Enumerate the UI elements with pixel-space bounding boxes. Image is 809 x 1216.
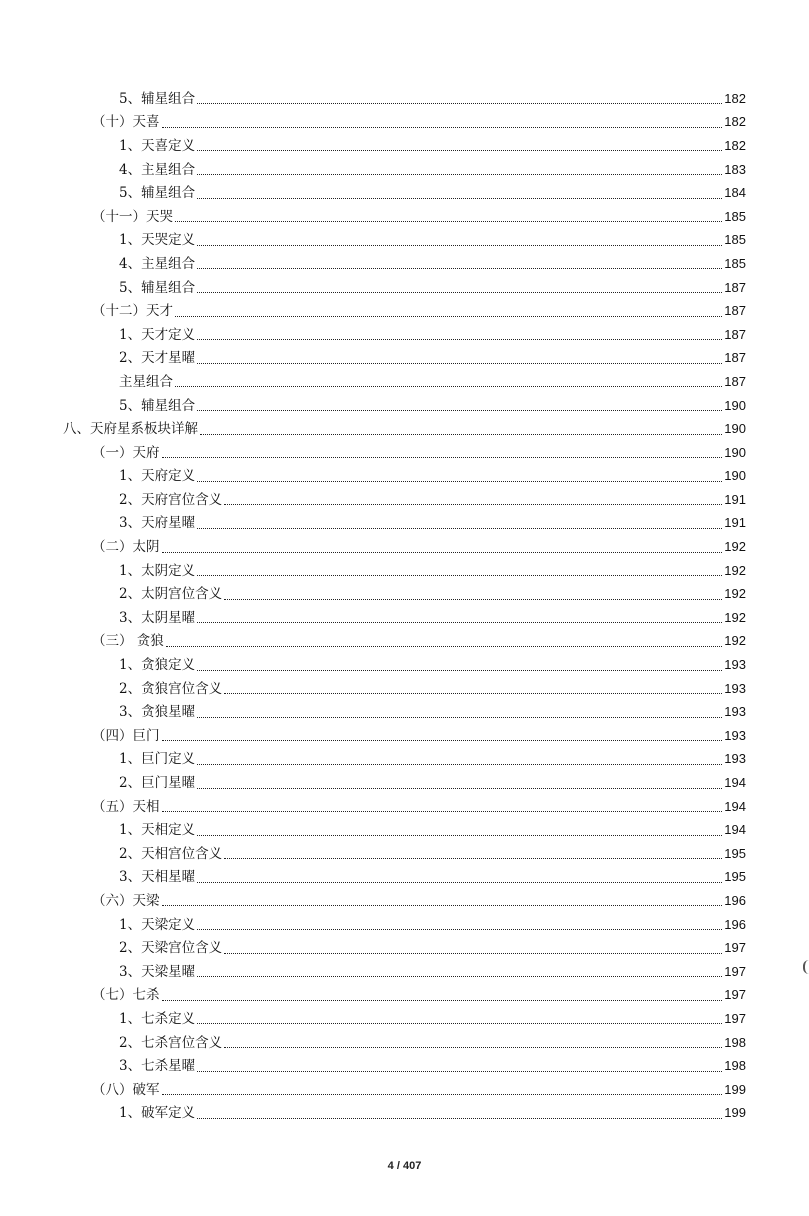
toc-entry-page-number: 194 [724, 798, 746, 814]
toc-entry-title: 1、天府定义 [119, 468, 196, 485]
toc-entry-page-number: 182 [724, 90, 746, 106]
dot-leader [197, 198, 722, 199]
toc-entry-page-number: 199 [724, 1081, 746, 1097]
toc-entry[interactable] [0, 134, 809, 158]
toc-entry-title: 2、天才星曜 [119, 350, 196, 367]
toc-entry-page-number: 192 [724, 562, 746, 578]
dot-leader [197, 410, 722, 411]
toc-entry-title: 3、太阴星曜 [119, 609, 196, 626]
dot-leader [224, 858, 722, 859]
toc-entry-page-number: 191 [724, 491, 746, 507]
dot-leader [224, 693, 722, 694]
dot-leader [162, 1094, 723, 1095]
toc-entry-page-number: 198 [724, 1058, 746, 1074]
dot-leader [162, 1000, 723, 1001]
toc-entry-page-number: 190 [724, 468, 746, 484]
dot-leader [162, 905, 723, 906]
dot-leader [224, 1047, 722, 1048]
toc-entry[interactable] [0, 630, 809, 654]
toc-entry-page-number: 187 [724, 303, 746, 319]
toc-entry[interactable] [0, 771, 809, 795]
toc-entry[interactable] [0, 535, 809, 559]
toc-entry-page-number: 187 [724, 373, 746, 389]
toc-entry-page-number: 187 [724, 279, 746, 295]
toc-entry-title: 5、辅星组合 [119, 90, 196, 107]
toc-entry-page-number: 197 [724, 940, 746, 956]
toc-entry-title: 3、天相星曜 [119, 869, 196, 886]
dot-leader [197, 788, 722, 789]
dot-leader [197, 292, 722, 293]
toc-entry[interactable] [0, 559, 809, 583]
toc-entry[interactable] [0, 323, 809, 347]
dot-leader [224, 599, 722, 600]
toc-entry-page-number: 193 [724, 680, 746, 696]
dot-leader [224, 953, 722, 954]
toc-entry-title: 八、天府星系板块详解 [63, 421, 198, 438]
toc-entry[interactable] [0, 394, 809, 418]
toc-entry[interactable] [0, 441, 809, 465]
toc-entry[interactable] [0, 1007, 809, 1031]
dot-leader [197, 245, 722, 246]
toc-entry[interactable] [0, 1102, 809, 1126]
dot-leader [162, 811, 723, 812]
toc-entry-title: 1、天梁定义 [119, 916, 196, 933]
toc-entry-title: 2、巨门星曜 [119, 775, 196, 792]
toc-entry-title: （五）天相 [92, 798, 160, 815]
toc-entry[interactable] [0, 913, 809, 937]
toc-entry-page-number: 192 [724, 609, 746, 625]
toc-entry[interactable] [0, 1031, 809, 1055]
toc-entry[interactable] [0, 889, 809, 913]
toc-entry-page-number: 184 [724, 185, 746, 201]
toc-entry-page-number: 190 [724, 444, 746, 460]
toc-entry-page-number: 193 [724, 704, 746, 720]
dot-leader [197, 103, 722, 104]
toc-entry-title: （十）天喜 [92, 114, 160, 131]
dot-leader [162, 457, 723, 458]
toc-entry-title: 1、破军定义 [119, 1105, 196, 1122]
toc-entry[interactable] [0, 582, 809, 606]
toc-entry[interactable] [0, 984, 809, 1008]
toc-entry-page-number: 182 [724, 114, 746, 130]
toc-entry[interactable] [0, 417, 809, 441]
toc-entry[interactable] [0, 370, 809, 394]
table-of-contents [0, 87, 809, 1125]
toc-entry[interactable] [0, 700, 809, 724]
toc-entry-page-number: 196 [724, 916, 746, 932]
toc-entry-title: 2、天相宫位含义 [119, 845, 223, 862]
dot-leader [197, 717, 722, 718]
toc-entry-title: （四）巨门 [92, 727, 160, 744]
dot-leader [162, 552, 723, 553]
toc-entry[interactable] [0, 488, 809, 512]
toc-entry-page-number: 192 [724, 539, 746, 555]
dot-leader [197, 268, 722, 269]
toc-entry-title: 3、七杀星曜 [119, 1058, 196, 1075]
toc-entry-title: （六）天梁 [92, 892, 160, 909]
toc-entry[interactable] [0, 818, 809, 842]
toc-entry[interactable] [0, 512, 809, 536]
edge-scan-mark [803, 960, 809, 974]
toc-entry-title: 主星组合 [119, 373, 173, 390]
toc-entry-title: 5、辅星组合 [119, 279, 196, 296]
toc-entry[interactable] [0, 960, 809, 984]
page-indicator: 4 / 407 [387, 1160, 422, 1172]
toc-entry-title: 4、主星组合 [119, 161, 196, 178]
dot-leader [197, 363, 722, 364]
toc-entry-title: 1、巨门定义 [119, 751, 196, 768]
toc-entry-title: 2、贪狼宫位含义 [119, 680, 223, 697]
toc-entry-page-number: 198 [724, 1034, 746, 1050]
toc-entry-page-number: 191 [724, 515, 746, 531]
dot-leader [197, 174, 722, 175]
toc-entry-page-number: 185 [724, 208, 746, 224]
toc-entry-page-number: 194 [724, 822, 746, 838]
toc-entry-page-number: 194 [724, 775, 746, 791]
dot-leader [162, 740, 723, 741]
toc-entry-title: 1、天才定义 [119, 326, 196, 343]
toc-entry[interactable] [0, 87, 809, 111]
toc-entry-page-number: 183 [724, 161, 746, 177]
dot-leader [197, 339, 722, 340]
dot-leader [197, 528, 722, 529]
toc-entry[interactable] [0, 842, 809, 866]
toc-entry-title: 2、太阴宫位含义 [119, 586, 223, 603]
toc-entry[interactable] [0, 1078, 809, 1102]
toc-entry-title: 1、贪狼定义 [119, 657, 196, 674]
dot-leader [175, 316, 722, 317]
toc-entry-title: 2、天梁宫位含义 [119, 940, 223, 957]
toc-entry[interactable] [0, 1054, 809, 1078]
dot-leader [162, 127, 723, 128]
dot-leader [197, 882, 722, 883]
toc-entry-title: 3、天梁星曜 [119, 963, 196, 980]
dot-leader [224, 504, 722, 505]
dot-leader [197, 1118, 722, 1119]
toc-entry-page-number: 185 [724, 232, 746, 248]
dot-leader [175, 221, 722, 222]
toc-entry[interactable] [0, 347, 809, 371]
toc-entry-title: 1、天哭定义 [119, 232, 196, 249]
dot-leader [197, 481, 722, 482]
toc-entry[interactable] [0, 111, 809, 135]
toc-entry-title: （十一）天哭 [92, 208, 173, 225]
dot-leader [197, 150, 722, 151]
toc-entry-page-number: 190 [724, 397, 746, 413]
dot-leader [197, 575, 722, 576]
toc-entry[interactable] [0, 205, 809, 229]
dot-leader [197, 976, 722, 977]
toc-entry-title: 1、太阴定义 [119, 562, 196, 579]
toc-entry[interactable] [0, 158, 809, 182]
page-number-footer [0, 1160, 809, 1172]
toc-entry-title: 1、天相定义 [119, 822, 196, 839]
toc-entry-page-number: 195 [724, 845, 746, 861]
toc-entry[interactable] [0, 653, 809, 677]
toc-entry[interactable] [0, 724, 809, 748]
toc-entry[interactable] [0, 276, 809, 300]
dot-leader [197, 929, 722, 930]
toc-entry-title: 3、贪狼星曜 [119, 704, 196, 721]
dot-leader [197, 835, 722, 836]
toc-entry-page-number: 193 [724, 657, 746, 673]
toc-entry-title: 5、辅星组合 [119, 397, 196, 414]
toc-entry[interactable] [0, 229, 809, 253]
toc-entry-title: 5、辅星组合 [119, 185, 196, 202]
toc-entry-page-number: 193 [724, 727, 746, 743]
toc-entry[interactable] [0, 795, 809, 819]
toc-entry-page-number: 197 [724, 987, 746, 1003]
toc-entry-page-number: 187 [724, 350, 746, 366]
dot-leader [197, 670, 722, 671]
toc-entry-title: 4、主星组合 [119, 255, 196, 272]
dot-leader [197, 1071, 722, 1072]
toc-entry-title: 1、天喜定义 [119, 137, 196, 154]
toc-entry[interactable] [0, 465, 809, 489]
toc-entry-title: （三） 贪狼 [92, 633, 164, 650]
toc-entry-page-number: 197 [724, 1010, 746, 1026]
toc-entry-page-number: 197 [724, 963, 746, 979]
toc-entry-page-number: 195 [724, 869, 746, 885]
toc-entry-title: （十二）天才 [92, 303, 173, 320]
dot-leader [166, 646, 723, 647]
toc-entry[interactable] [0, 181, 809, 205]
dot-leader [197, 1023, 722, 1024]
toc-entry[interactable] [0, 252, 809, 276]
toc-entry-title: （八）破军 [92, 1081, 160, 1098]
toc-entry[interactable] [0, 748, 809, 772]
dot-leader [175, 386, 722, 387]
toc-entry-page-number: 187 [724, 326, 746, 342]
toc-entry-page-number: 199 [724, 1105, 746, 1121]
toc-entry-page-number: 185 [724, 255, 746, 271]
toc-entry-page-number: 182 [724, 137, 746, 153]
toc-entry-page-number: 190 [724, 421, 746, 437]
toc-entry-page-number: 192 [724, 586, 746, 602]
toc-entry-title: 2、七杀宫位含义 [119, 1034, 223, 1051]
toc-entry[interactable] [0, 606, 809, 630]
toc-entry-page-number: 192 [724, 633, 746, 649]
toc-entry-page-number: 196 [724, 892, 746, 908]
toc-entry-title: （一）天府 [92, 444, 160, 461]
toc-entry-title: 3、天府星曜 [119, 515, 196, 532]
dot-leader [200, 434, 722, 435]
toc-entry-title: 1、七杀定义 [119, 1010, 196, 1027]
dot-leader [197, 622, 722, 623]
toc-entry[interactable] [0, 936, 809, 960]
toc-entry[interactable] [0, 299, 809, 323]
toc-entry[interactable] [0, 677, 809, 701]
toc-entry-title: 2、天府宫位含义 [119, 491, 223, 508]
dot-leader [197, 764, 722, 765]
toc-entry-title: （七）七杀 [92, 987, 160, 1004]
toc-entry[interactable] [0, 866, 809, 890]
toc-entry-page-number: 193 [724, 751, 746, 767]
toc-entry-title: （二）太阴 [92, 539, 160, 556]
